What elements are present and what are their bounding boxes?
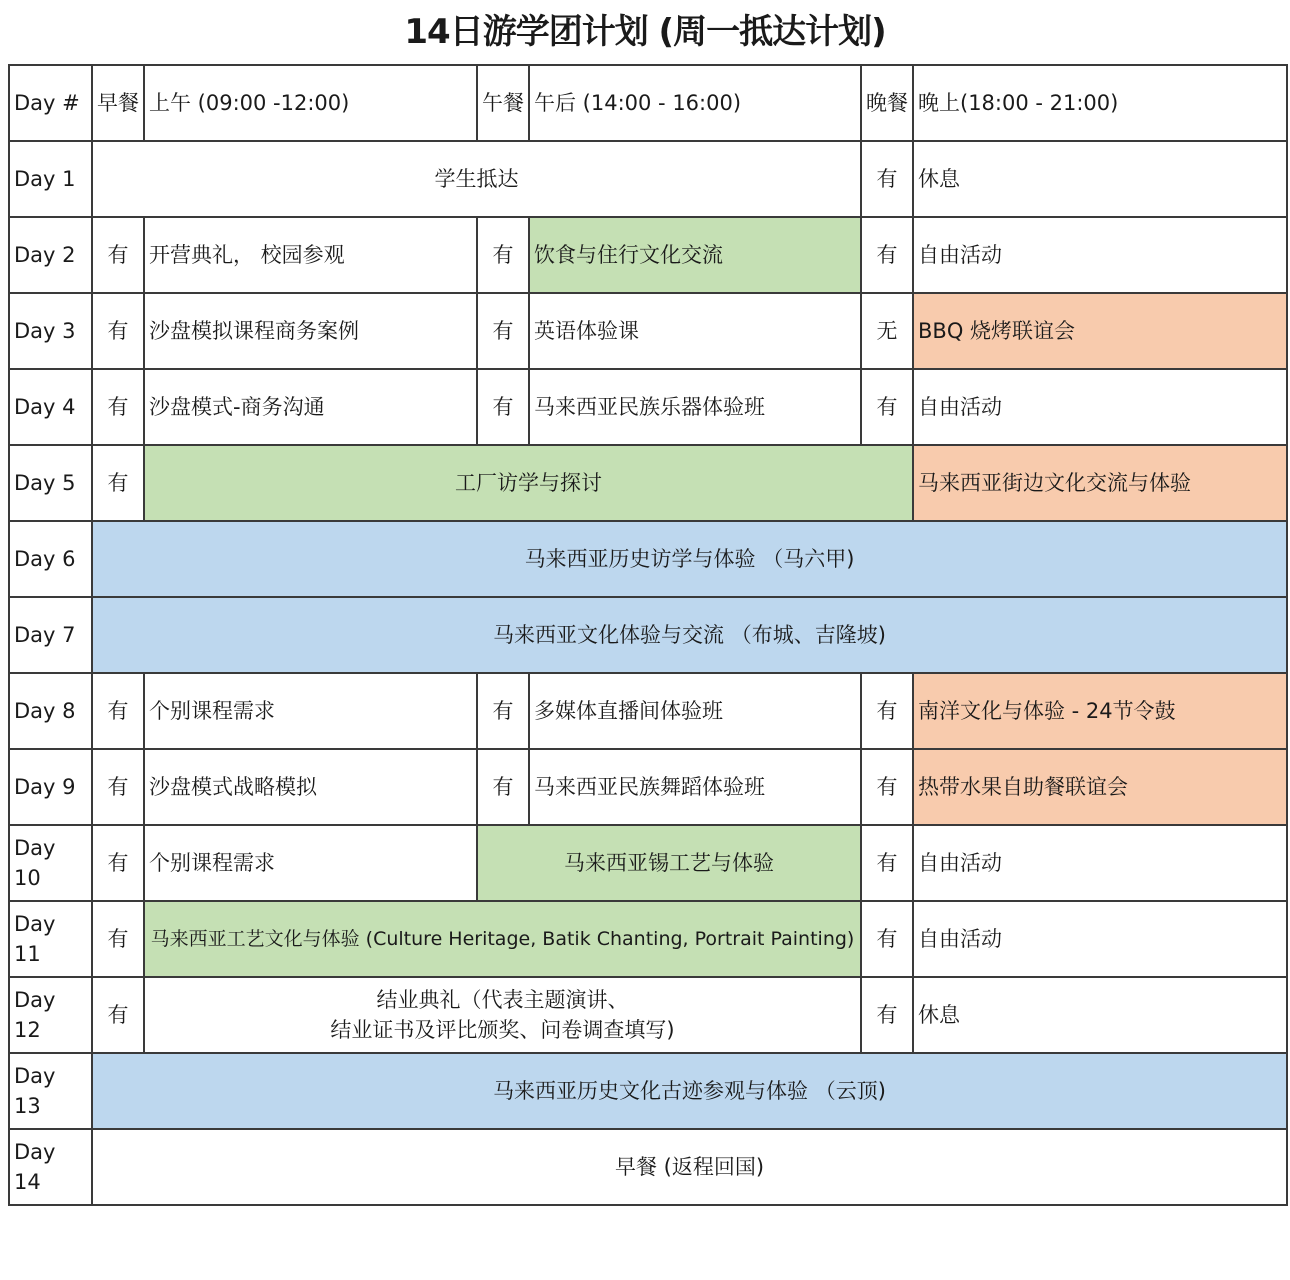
day-label: Day 4 — [9, 369, 92, 445]
breakfast-cell: 有 — [92, 749, 144, 825]
day-activity: 学生抵达 — [92, 141, 861, 217]
breakfast-cell: 有 — [92, 825, 144, 901]
day-label: Day 10 — [9, 825, 92, 901]
header-row — [9, 65, 1287, 141]
table-row — [9, 673, 1287, 749]
dinner-cell: 无 — [861, 293, 913, 369]
schedule-table — [8, 64, 1288, 1206]
table-row — [9, 1129, 1287, 1205]
header-morning: 上午 (09:00 -12:00) — [144, 65, 477, 141]
header-breakfast: 早餐 — [92, 65, 144, 141]
evening-cell: 马来西亚街边文化交流与体验 — [913, 445, 1287, 521]
evening-cell: 休息 — [913, 141, 1287, 217]
day-activity — [144, 977, 861, 1053]
table-row — [9, 141, 1287, 217]
day-label: Day 1 — [9, 141, 92, 217]
dinner-cell: 有 — [861, 673, 913, 749]
afternoon-cell: 英语体验课 — [529, 293, 861, 369]
breakfast-cell: 有 — [92, 369, 144, 445]
day-label: Day 13 — [9, 1053, 92, 1129]
afternoon-cell: 马来西亚锡工艺与体验 — [477, 825, 861, 901]
afternoon-cell: 多媒体直播间体验班 — [529, 673, 861, 749]
day-label: Day 5 — [9, 445, 92, 521]
dinner-cell: 有 — [861, 977, 913, 1053]
dinner-cell: 有 — [861, 369, 913, 445]
morning-cell: 沙盘模式战略模拟 — [144, 749, 477, 825]
afternoon-cell: 饮食与住行文化交流 — [529, 217, 861, 293]
header-afternoon: 午后 (14:00 - 16:00) — [529, 65, 861, 141]
morning-cell: 个别课程需求 — [144, 673, 477, 749]
breakfast-cell: 有 — [92, 977, 144, 1053]
evening-cell: 自由活动 — [913, 369, 1287, 445]
day-label: Day 9 — [9, 749, 92, 825]
day-label: Day 3 — [9, 293, 92, 369]
table-row — [9, 749, 1287, 825]
evening-cell: 自由活动 — [913, 901, 1287, 977]
table-row — [9, 977, 1287, 1053]
lunch-cell: 有 — [477, 369, 529, 445]
table-row — [9, 825, 1287, 901]
table-row — [9, 597, 1287, 673]
day-label: Day 11 — [9, 901, 92, 977]
table-row — [9, 901, 1287, 977]
header-lunch: 午餐 — [477, 65, 529, 141]
page-title: 14日游学团计划 (周一抵达计划) — [404, 12, 886, 52]
table-row — [9, 369, 1287, 445]
breakfast-cell: 有 — [92, 293, 144, 369]
table-row — [9, 1053, 1287, 1129]
morning-cell: 开营典礼， 校园参观 — [144, 217, 477, 293]
header-evening: 晚上(18:00 - 21:00) — [913, 65, 1287, 141]
breakfast-cell: 有 — [92, 217, 144, 293]
day-activity: 工厂访学与探讨 — [144, 445, 913, 521]
breakfast-cell: 有 — [92, 445, 144, 521]
morning-cell: 沙盘模式-商务沟通 — [144, 369, 477, 445]
table-row — [9, 217, 1287, 293]
header-day: Day # — [9, 65, 92, 141]
table-row — [9, 445, 1287, 521]
day-label: Day 8 — [9, 673, 92, 749]
dinner-cell: 有 — [861, 825, 913, 901]
day-label: Day 12 — [9, 977, 92, 1053]
day-label: Day 6 — [9, 521, 92, 597]
lunch-cell: 有 — [477, 673, 529, 749]
day-activity: 马来西亚文化体验与交流 （布城、吉隆坡) — [92, 597, 1287, 673]
dinner-cell: 有 — [861, 217, 913, 293]
lunch-cell: 有 — [477, 217, 529, 293]
breakfast-cell: 有 — [92, 673, 144, 749]
evening-cell: 南洋文化与体验 - 24节令鼓 — [913, 673, 1287, 749]
dinner-cell: 有 — [861, 749, 913, 825]
day-label: Day 7 — [9, 597, 92, 673]
afternoon-cell: 马来西亚民族舞蹈体验班 — [529, 749, 861, 825]
day-activity: 马来西亚历史文化古迹参观与体验 （云顶) — [92, 1053, 1287, 1129]
evening-cell: BBQ 烧烤联谊会 — [913, 293, 1287, 369]
table-row — [9, 293, 1287, 369]
day-label: Day 2 — [9, 217, 92, 293]
activity-line: 结业证书及评比颁奖、问卷调查填写) — [330, 1018, 675, 1042]
lunch-cell: 有 — [477, 293, 529, 369]
table-row — [9, 521, 1287, 597]
dinner-cell: 有 — [861, 901, 913, 977]
day-activity: 早餐 (返程回国) — [92, 1129, 1287, 1205]
dinner-cell: 有 — [861, 141, 913, 217]
evening-cell: 热带水果自助餐联谊会 — [913, 749, 1287, 825]
evening-cell: 自由活动 — [913, 217, 1287, 293]
header-dinner: 晚餐 — [861, 65, 913, 141]
day-activity: 马来西亚工艺文化与体验 (Culture Heritage, Batik Chanting, Portrait Painting) — [144, 901, 861, 977]
evening-cell: 自由活动 — [913, 825, 1287, 901]
morning-cell: 个别课程需求 — [144, 825, 477, 901]
day-label: Day 14 — [9, 1129, 92, 1205]
lunch-cell: 有 — [477, 749, 529, 825]
afternoon-cell: 马来西亚民族乐器体验班 — [529, 369, 861, 445]
day-activity: 马来西亚历史访学与体验 （马六甲) — [92, 521, 1287, 597]
morning-cell: 沙盘模拟课程商务案例 — [144, 293, 477, 369]
evening-cell: 休息 — [913, 977, 1287, 1053]
breakfast-cell: 有 — [92, 901, 144, 977]
activity-line: 结业典礼（代表主题演讲、 — [376, 988, 629, 1012]
